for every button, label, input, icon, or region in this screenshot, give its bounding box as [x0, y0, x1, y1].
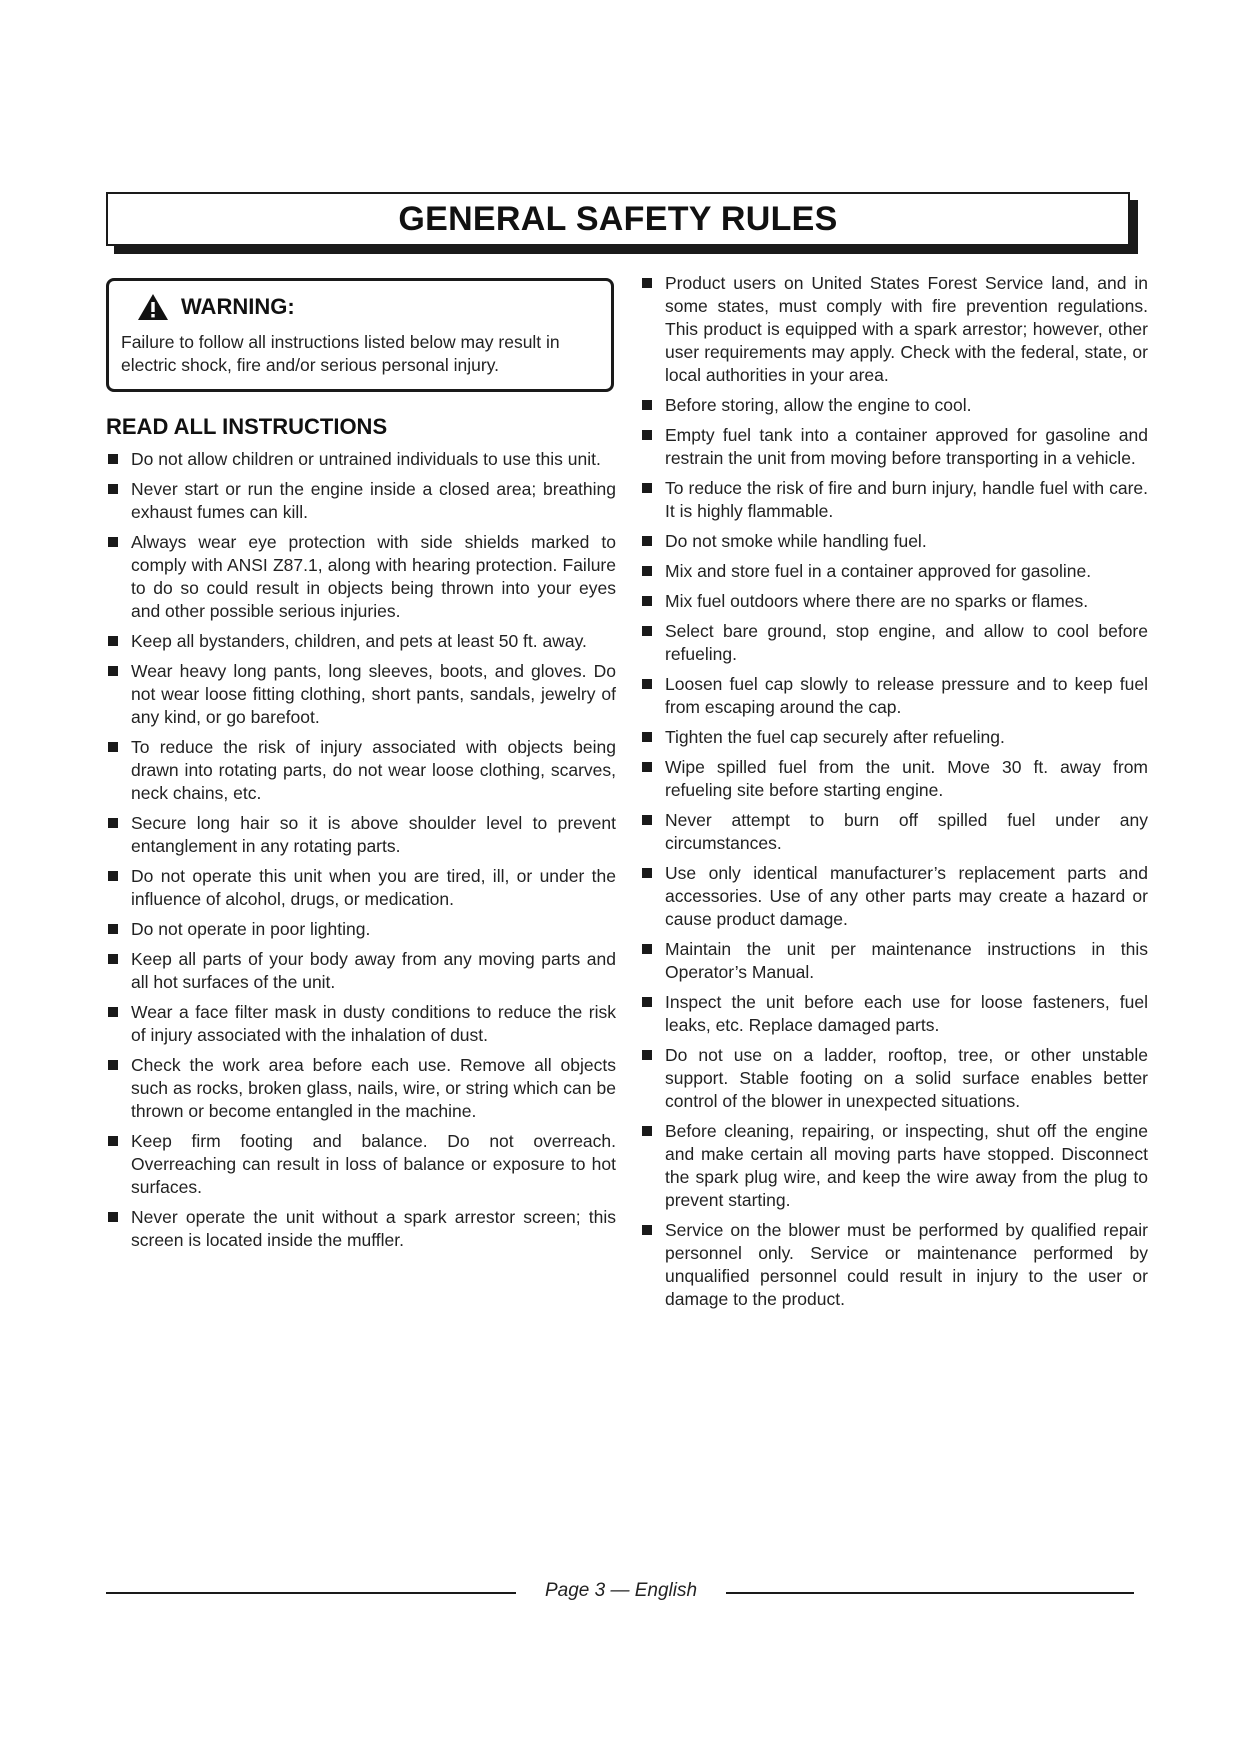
rule-item: Product users on United States Forest Service land, and in some states, must comply with fire prevention regulations. This product is equipped with a spark arrestor; however, other user requirements may apply. Check with the federal, state, or local authorities in your area. — [640, 272, 1148, 387]
square-bullet-icon — [108, 484, 118, 494]
page-footer — [106, 1578, 1134, 1608]
square-bullet-icon — [642, 430, 652, 440]
left-rule-list — [106, 448, 616, 1252]
square-bullet-icon — [108, 1007, 118, 1017]
square-bullet-icon — [642, 1225, 652, 1235]
rule-item: Never operate the unit without a spark arrestor screen; this screen is located inside the muffler. — [106, 1206, 616, 1252]
rule-item: Wear a face filter mask in dusty conditions to reduce the risk of injury associated with the inhalation of dust. — [106, 1001, 616, 1047]
square-bullet-icon — [642, 596, 652, 606]
warning-box — [106, 278, 614, 392]
square-bullet-icon — [108, 742, 118, 752]
square-bullet-icon — [108, 1136, 118, 1146]
footer-rule-right — [726, 1592, 1134, 1594]
warning-header — [121, 293, 599, 321]
square-bullet-icon — [108, 454, 118, 464]
rule-item: Tighten the fuel cap securely after refueling. — [640, 726, 1148, 749]
rule-item: Secure long hair so it is above shoulder level to prevent entanglement in any rotating parts. — [106, 812, 616, 858]
rule-item: Do not smoke while handling fuel. — [640, 530, 1148, 553]
rule-item: Maintain the unit per maintenance instructions in this Operator’s Manual. — [640, 938, 1148, 984]
square-bullet-icon — [642, 679, 652, 689]
right-column — [640, 272, 1148, 1318]
rule-item: Do not operate in poor lighting. — [106, 918, 616, 941]
rule-item: Select bare ground, stop engine, and allow to cool before refueling. — [640, 620, 1148, 666]
square-bullet-icon — [108, 818, 118, 828]
square-bullet-icon — [108, 954, 118, 964]
rule-item: Before storing, allow the engine to cool. — [640, 394, 1148, 417]
rule-item: Inspect the unit before each use for loose fasteners, fuel leaks, etc. Replace damaged parts. — [640, 991, 1148, 1037]
rule-item: To reduce the risk of injury associated with objects being drawn into rotating parts, do not wear loose clothing, scarves, neck chains, etc. — [106, 736, 616, 805]
rule-item: Before cleaning, repairing, or inspecting, shut off the engine and make certain all moving parts have stopped. Disconnect the spark plug wire, and keep the wire away from the plug to prevent starting. — [640, 1120, 1148, 1212]
square-bullet-icon — [108, 871, 118, 881]
square-bullet-icon — [642, 732, 652, 742]
rule-item: Service on the blower must be performed by qualified repair personnel only. Service or maintenance performed by unqualified personnel could result in injury to the user or damage to the product. — [640, 1219, 1148, 1311]
square-bullet-icon — [642, 626, 652, 636]
rule-item: Do not use on a ladder, rooftop, tree, or other unstable support. Stable footing on a solid surface enables better control of the blower in unexpected situations. — [640, 1044, 1148, 1113]
square-bullet-icon — [108, 636, 118, 646]
rule-item: Mix and store fuel in a container approved for gasoline. — [640, 560, 1148, 583]
page-title-box — [106, 192, 1130, 246]
rule-item: Do not operate this unit when you are tired, ill, or under the influence of alcohol, drugs, or medication. — [106, 865, 616, 911]
warning-text: Failure to follow all instructions listed below may result in electric shock, fire and/or serious personal injury. — [121, 332, 560, 375]
rule-item: Empty fuel tank into a container approved for gasoline and restrain the unit from moving before transporting in a vehicle. — [640, 424, 1148, 470]
section-heading: READ ALL INSTRUCTIONS — [106, 414, 388, 439]
square-bullet-icon — [108, 666, 118, 676]
rule-item: Never attempt to burn off spilled fuel under any circumstances. — [640, 809, 1148, 855]
rule-item: Keep all parts of your body away from any moving parts and all hot surfaces of the unit. — [106, 948, 616, 994]
square-bullet-icon — [108, 1212, 118, 1222]
square-bullet-icon — [642, 762, 652, 772]
warning-triangle-icon — [137, 293, 169, 321]
rule-item: Do not allow children or untrained individuals to use this unit. — [106, 448, 616, 471]
rule-item: Use only identical manufacturer’s replacement parts and accessories. Use of any other parts may create a hazard or cause product damage. — [640, 862, 1148, 931]
rule-item: Check the work area before each use. Remove all objects such as rocks, broken glass, nails, wire, or string which can be thrown or become entangled in the machine. — [106, 1054, 616, 1123]
left-column — [106, 278, 616, 1259]
square-bullet-icon — [642, 483, 652, 493]
square-bullet-icon — [642, 536, 652, 546]
square-bullet-icon — [642, 868, 652, 878]
rule-item: Never start or run the engine inside a closed area; breathing exhaust fumes can kill. — [106, 478, 616, 524]
square-bullet-icon — [642, 944, 652, 954]
rule-item: Mix fuel outdoors where there are no sparks or flames. — [640, 590, 1148, 613]
square-bullet-icon — [642, 566, 652, 576]
rule-item: To reduce the risk of fire and burn injury, handle fuel with care. It is highly flammable. — [640, 477, 1148, 523]
rule-item: Wear heavy long pants, long sleeves, boots, and gloves. Do not wear loose fitting clothing, short pants, sandals, jewelry of any kind, or go barefoot. — [106, 660, 616, 729]
square-bullet-icon — [642, 1050, 652, 1060]
rule-item: Wipe spilled fuel from the unit. Move 30 ft. away from refueling site before starting engine. — [640, 756, 1148, 802]
rule-item: Keep all bystanders, children, and pets at least 50 ft. away. — [106, 630, 616, 653]
square-bullet-icon — [642, 278, 652, 288]
footer-rule-left — [106, 1592, 516, 1594]
square-bullet-icon — [642, 815, 652, 825]
square-bullet-icon — [642, 1126, 652, 1136]
warning-title: WARNING: — [181, 294, 295, 319]
square-bullet-icon — [108, 924, 118, 934]
square-bullet-icon — [642, 997, 652, 1007]
rule-item: Loosen fuel cap slowly to release pressure and to keep fuel from escaping around the cap. — [640, 673, 1148, 719]
square-bullet-icon — [642, 400, 652, 410]
rule-item: Always wear eye protection with side shields marked to comply with ANSI Z87.1, along with hearing protection. Failure to do so could result in objects being thrown into your eyes and other possible serious injuries. — [106, 531, 616, 623]
square-bullet-icon — [108, 537, 118, 547]
rule-item: Keep firm footing and balance. Do not overreach. Overreaching can result in loss of balance or exposure to hot surfaces. — [106, 1130, 616, 1199]
right-rule-list — [640, 272, 1148, 1311]
page-title: GENERAL SAFETY RULES — [398, 199, 838, 238]
page-number-label: Page 3 — English — [544, 1580, 698, 1601]
square-bullet-icon — [108, 1060, 118, 1070]
